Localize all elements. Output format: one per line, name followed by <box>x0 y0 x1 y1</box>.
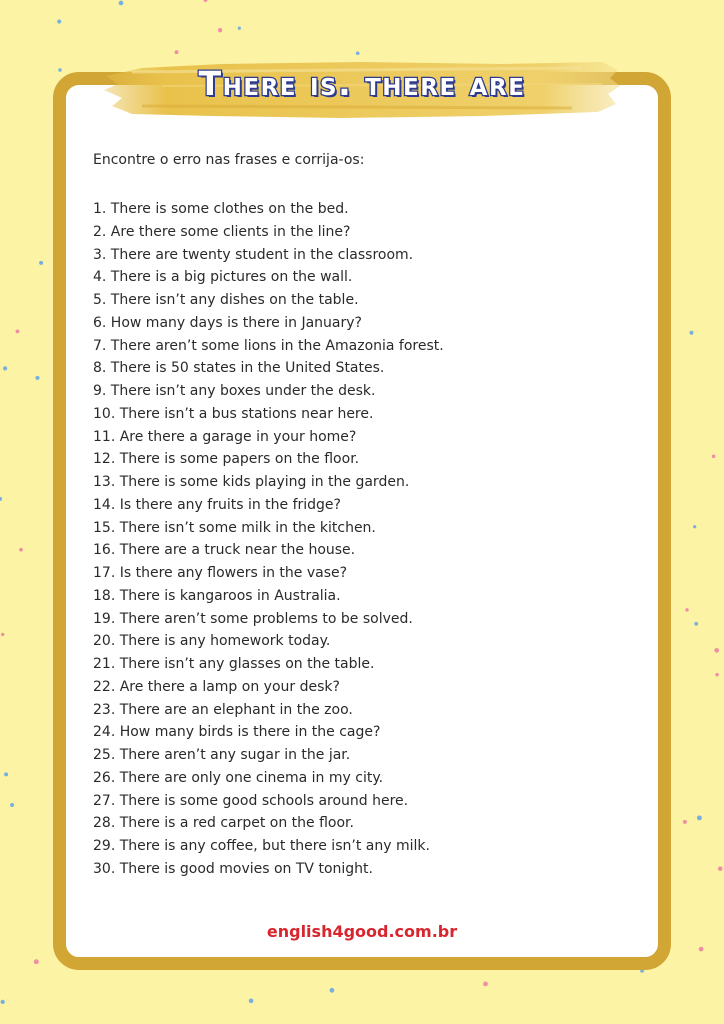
sentence-item: 12. There is some papers on the floor. <box>93 451 360 468</box>
sentence-item: 2. Are there some clients in the line? <box>93 223 351 240</box>
sentence-item: 4. There is a big pictures on the wall. <box>93 269 353 286</box>
sentence-item: 27. There is some good schools around here. <box>93 792 409 809</box>
worksheet-title: There is. there are <box>198 64 526 103</box>
sentence-item: 15. There isn’t some milk in the kitchen. <box>93 519 376 536</box>
sentence-item: 30. There is good movies on TV tonight. <box>93 860 373 877</box>
sentence-item: 8. There is 50 states in the United States. <box>93 360 385 377</box>
sentence-item: 22. Are there a lamp on your desk? <box>93 678 340 695</box>
sentence-item: 5. There isn’t any dishes on the table. <box>93 292 359 308</box>
sentence-item: 20. There is any homework today. <box>93 633 331 650</box>
sentence-item: 24. How many birds is there in the cage? <box>93 724 381 741</box>
sentence-item: 21. There isn’t any glasses on the table. <box>93 656 375 672</box>
sentence-item: 28. There is a red carpet on the floor. <box>93 815 354 832</box>
website-footer-link[interactable]: english4good.com.br <box>266 922 458 941</box>
sentence-item: 3. There are twenty student in the classroom. <box>93 246 414 263</box>
sentence-item: 1. There is some clothes on the bed. <box>93 201 349 217</box>
sentence-item: 9. There isn’t any boxes under the desk. <box>93 383 376 399</box>
sentence-item: 26. There are only one cinema in my city. <box>93 769 384 786</box>
sentence-item: 23. There are an elephant in the zoo. <box>93 701 353 718</box>
sentence-item: 7. There aren’t some lions in the Amazonia forest. <box>93 337 444 354</box>
sentence-item: 25. There aren’t any sugar in the jar. <box>93 747 351 763</box>
instruction-text: Encontre o erro nas frases e corrija-os: <box>93 152 365 168</box>
sentence-item: 29. There is any coffee, but there isn’t any milk. <box>93 838 430 854</box>
sentence-item: 19. There aren’t some problems to be solved. <box>93 610 413 627</box>
sentence-item: 10. There isn’t a bus stations near here. <box>93 405 374 422</box>
sentence-item: 16. There are a truck near the house. <box>93 542 356 559</box>
sentence-item: 11. Are there a garage in your home? <box>93 428 357 445</box>
sentence-item: 14. Is there any fruits in the fridge? <box>93 496 341 513</box>
sentence-item: 17. Is there any flowers in the vase? <box>93 565 348 581</box>
sentence-item: 18. There is kangaroos in Australia. <box>93 587 341 604</box>
sentence-item: 6. How many days is there in January? <box>93 314 362 331</box>
sentence-list <box>93 198 444 881</box>
sentence-item: 13. There is some kids playing in the garden. <box>93 474 410 490</box>
